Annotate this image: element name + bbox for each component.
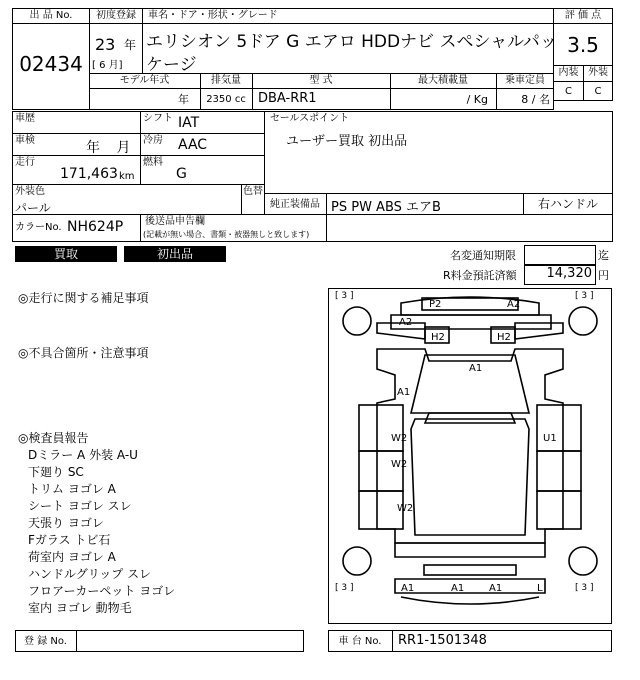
mark-h2-left: H2: [431, 332, 445, 343]
rear-bumper-curve: [401, 597, 539, 604]
equipment-col-1: [326, 193, 327, 215]
wheel-rr: [569, 547, 597, 575]
lot-divider: [12, 23, 90, 24]
first-reg-month: [ 6 月]: [92, 60, 123, 71]
carname-text-1: エリシオン 5ドア G エアロ HDDナビ スペシャルパッ: [146, 32, 557, 52]
badge-kaitori: 買取: [15, 246, 117, 262]
mark-a1-rear1: A1: [401, 583, 415, 594]
rear-plate: [424, 565, 516, 575]
chassis-label: 車 台 No.: [338, 636, 382, 647]
score-divider: [553, 23, 613, 24]
exterior-label: 外装: [588, 67, 608, 78]
wheel-rl: [343, 547, 371, 575]
mark-u1: U1: [543, 433, 557, 444]
reg-no-col: [76, 630, 77, 652]
corner-bl: [ 3 ]: [335, 583, 354, 593]
interior-label: 内装: [558, 67, 579, 78]
notice-unit: 迄: [598, 249, 609, 262]
equipment-value: PS PW ABS エアB: [331, 200, 441, 215]
door-fl: [359, 405, 403, 451]
car-diagram-frame: [328, 288, 612, 624]
report-line: 天張り ヨゴレ: [28, 516, 104, 530]
details-row-3: [12, 184, 265, 185]
report-line: Dミラー A 外装 A-U: [28, 448, 138, 462]
rear-gate: [395, 543, 545, 557]
door-rr: [537, 451, 581, 491]
recycle-label: R料金預託済額: [443, 269, 517, 282]
score-sub-divider: [553, 81, 613, 82]
recycle-value: 14,320: [546, 266, 592, 281]
wheel-fr: [569, 307, 597, 335]
capacity-value: 8 / 名: [521, 93, 550, 106]
details-row-2: [12, 155, 265, 156]
exterior-grade: C: [594, 86, 602, 97]
report-line: 下廻り SC: [28, 465, 84, 479]
report-line: シート ヨゴレ スレ: [28, 499, 132, 513]
docs-note: (記載が無い場合、書類・被器無しと致します): [143, 230, 310, 239]
interior-grade: C: [565, 86, 572, 97]
sales-point-value: ユーザー買取 初出品: [286, 134, 408, 149]
door-rl: [359, 451, 403, 491]
chassis-value: RR1-1501348: [398, 633, 487, 648]
color-no-label: カラーNo.: [15, 222, 62, 233]
windshield: [425, 413, 515, 423]
carname-text-2: ケージ: [146, 55, 197, 75]
report-line: 室内 ヨゴレ 動物毛: [28, 601, 132, 615]
mark-a1-hood: A1: [469, 363, 483, 374]
type-value: DBA-RR1: [258, 91, 317, 106]
corner-tl: [ 3 ]: [335, 291, 354, 301]
history-label: 車歴: [15, 113, 35, 124]
equipment-label: 純正装備品: [270, 199, 320, 210]
ac-label: 冷房: [143, 135, 163, 146]
car-diagram: [329, 289, 611, 623]
displacement-label: 排気量: [211, 75, 241, 86]
color-value: パール: [15, 201, 51, 215]
rear-bumper: [395, 579, 545, 593]
mark-l-rear: L: [537, 583, 543, 594]
mark-p2: P2: [429, 299, 442, 310]
score-value: 3.5: [567, 33, 599, 57]
fuel-label: 燃料: [143, 157, 163, 168]
displacement-value: 2350 cc: [206, 94, 246, 105]
mileage-unit: km: [119, 171, 135, 182]
sales-point-label: セールスポイント: [270, 113, 350, 124]
details-row-1: [12, 133, 265, 134]
mark-a2-top: A2: [507, 299, 521, 310]
lot-number: 02434: [19, 52, 83, 76]
report-title: ◎検査員報告: [18, 431, 89, 445]
first-reg-year: 23: [95, 35, 116, 54]
front-grille: [391, 315, 551, 329]
mileage-label: 走行: [15, 157, 35, 168]
fuel-value: G: [176, 166, 187, 182]
mark-h2-right: H2: [497, 332, 511, 343]
handle-value: 右ハンドル: [537, 197, 598, 211]
defects-title: ◎不具合箇所・注意事項: [18, 346, 149, 360]
mark-w2-2: W2: [391, 459, 408, 470]
color-no-value: NH624P: [67, 219, 124, 235]
details-col: [140, 111, 141, 184]
model-year-value: 年: [178, 93, 189, 106]
type-label: 型 式: [309, 75, 333, 86]
docs-label: 後送品申告欄: [145, 216, 205, 227]
mark-w2-3: W2: [397, 503, 414, 514]
report-line: Fガラス トビ石: [28, 533, 111, 547]
corner-tr: [ 3 ]: [575, 291, 594, 301]
first-reg-year-unit: 年: [124, 38, 137, 52]
quarter-right: [537, 491, 581, 529]
ac-value: AAC: [178, 137, 208, 153]
spec-divider: [89, 88, 554, 89]
color-change-label: 色替: [243, 186, 263, 197]
reg-no-label: 登 録 No.: [24, 636, 67, 647]
color-no-col: [140, 214, 141, 242]
mark-a1-rear3: A1: [489, 583, 503, 594]
lot-label: 出 品 No.: [29, 10, 73, 21]
mileage-value: 171,463: [60, 166, 118, 182]
mark-w2-1: W2: [391, 433, 408, 444]
badge-first-listing: 初出品: [124, 246, 226, 262]
color-label: 外装色: [15, 186, 45, 197]
score-label: 評 価 点: [564, 10, 602, 21]
report-line: フロアーカーペット ヨゴレ: [28, 584, 176, 598]
shift-label: シフト: [143, 113, 173, 124]
corner-br: [ 3 ]: [575, 583, 594, 593]
headlight-right: [515, 323, 563, 339]
report-line: トリム ヨゴレ A: [28, 482, 116, 496]
inspection-label: 車検: [15, 135, 35, 146]
recycle-unit: 円: [598, 269, 609, 282]
load-value: / Kg: [466, 93, 488, 106]
mark-a2-bumper: A2: [399, 317, 413, 328]
carname-label: 車名・ドア・形状・グレード: [148, 10, 278, 21]
driving-notes-title: ◎走行に関する補足事項: [18, 291, 149, 305]
load-label: 最大積載量: [418, 75, 468, 86]
first-reg-label: 初度登録: [96, 10, 136, 21]
model-year-label: モデル年式: [119, 75, 170, 86]
notice-box: [524, 245, 596, 265]
notice-label: 名変通知期限: [450, 249, 516, 262]
report-line: ハンドルグリップ スレ: [28, 567, 152, 581]
mark-a1-rear2: A1: [451, 583, 465, 594]
door-fr: [537, 405, 581, 451]
color-change-col: [241, 184, 242, 215]
docs-col: [326, 214, 327, 242]
chassis-col: [392, 630, 393, 652]
first-reg-divider: [89, 23, 143, 24]
capacity-label: 乗車定員: [505, 75, 545, 86]
carname-divider: [142, 23, 554, 24]
shift-value: IAT: [178, 115, 200, 131]
report-line: 荷室内 ヨゴレ A: [28, 550, 116, 564]
roof: [411, 419, 529, 535]
mark-a1-fender: A1: [397, 387, 411, 398]
inspection-value: 年 月: [86, 140, 131, 156]
wheel-fl: [343, 307, 371, 335]
